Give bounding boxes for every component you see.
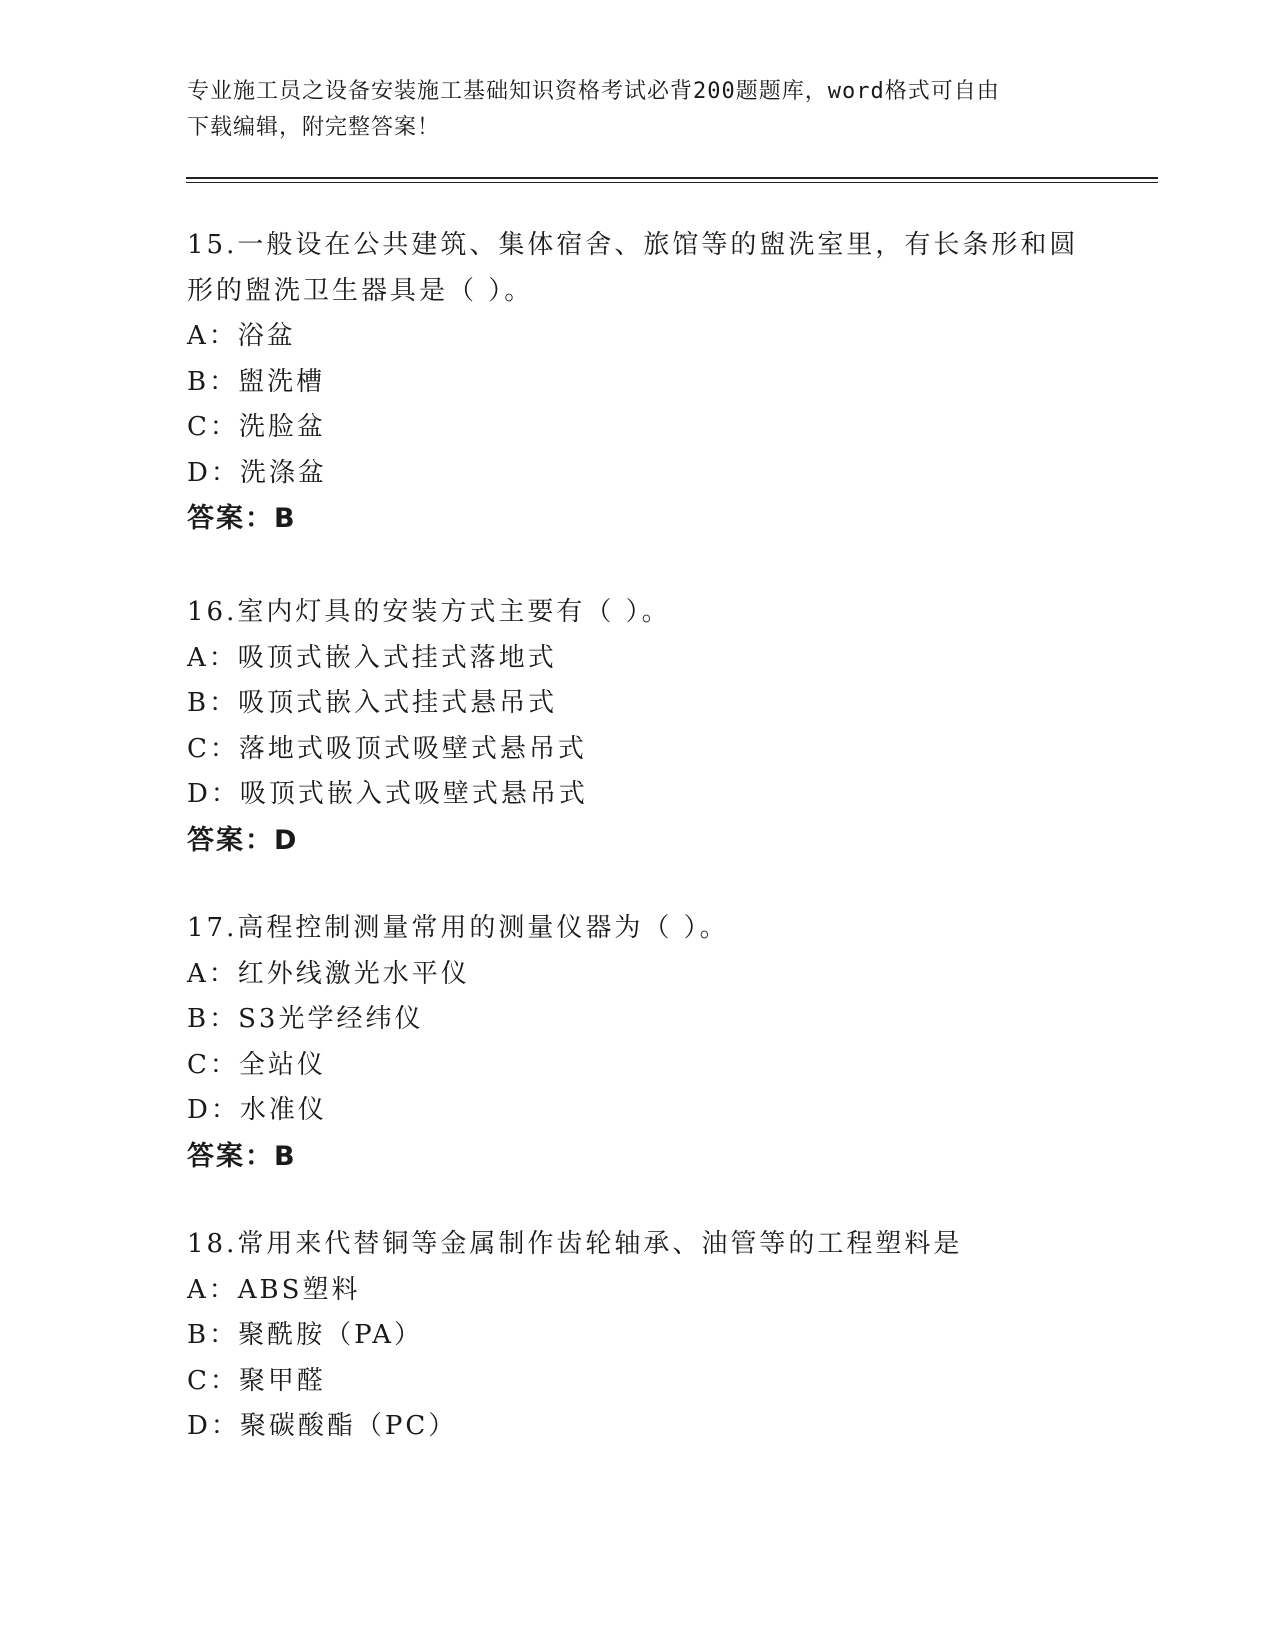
option-c: C：洗脸盆 <box>187 412 326 442</box>
option-c: C：全站仪 <box>187 1049 326 1080</box>
question-16 <box>187 590 1087 863</box>
question-stem: 17.高程控制测量常用的测量仪器为（ ）。 <box>187 913 729 943</box>
question-stem: 16.室内灯具的安装方式主要有（ ）。 <box>187 597 671 627</box>
header-divider-thin <box>186 182 1158 183</box>
option-c: C：聚甲醛 <box>187 1365 326 1396</box>
question-18 <box>187 1222 1087 1450</box>
option-a: A：ABS塑料 <box>187 1274 361 1305</box>
option-d: D：洗涤盆 <box>187 457 327 488</box>
option-d: D：聚碳酸酯（PC） <box>187 1411 458 1441</box>
option-a: A：浴盆 <box>187 321 296 351</box>
header-divider-thick <box>186 177 1158 179</box>
option-b: B：S3光学经纬仪 <box>187 1004 424 1034</box>
option-b: B：聚酰胺（PA） <box>187 1320 423 1350</box>
question-15 <box>187 223 1087 542</box>
option-b: B：盥洗槽 <box>187 366 326 397</box>
option-b: B：吸顶式嵌入式挂式悬吊式 <box>187 688 558 718</box>
answer: 答案：B <box>187 503 297 534</box>
header-line-1: 专业施工员之设备安装施工基础知识资格考试必背200题题库，word格式可自由 <box>187 79 1000 104</box>
question-stem-continued: 形的盥洗卫生器具是（ ）。 <box>187 275 534 306</box>
option-c: C：落地式吸顶式吸壁式悬吊式 <box>187 733 587 764</box>
question-stem: 18.常用来代替铜等金属制作齿轮轴承、油管等的工程塑料是 <box>187 1229 963 1259</box>
option-d: D：吸顶式嵌入式吸壁式悬吊式 <box>187 779 588 809</box>
document-header <box>187 74 1087 146</box>
answer: 答案：D <box>187 824 299 856</box>
answer: 答案：B <box>187 1140 297 1172</box>
option-d: D：水准仪 <box>187 1095 327 1125</box>
option-a: A：红外线激光水平仪 <box>187 958 470 989</box>
question-stem: 15.一般设在公共建筑、集体宿舍、旅馆等的盥洗室里，有长条形和圆 <box>187 230 1079 260</box>
question-17 <box>187 906 1087 1179</box>
header-line-2: 下载编辑，附完整答案！ <box>187 115 441 140</box>
option-a: A：吸顶式嵌入式挂式落地式 <box>187 642 557 673</box>
